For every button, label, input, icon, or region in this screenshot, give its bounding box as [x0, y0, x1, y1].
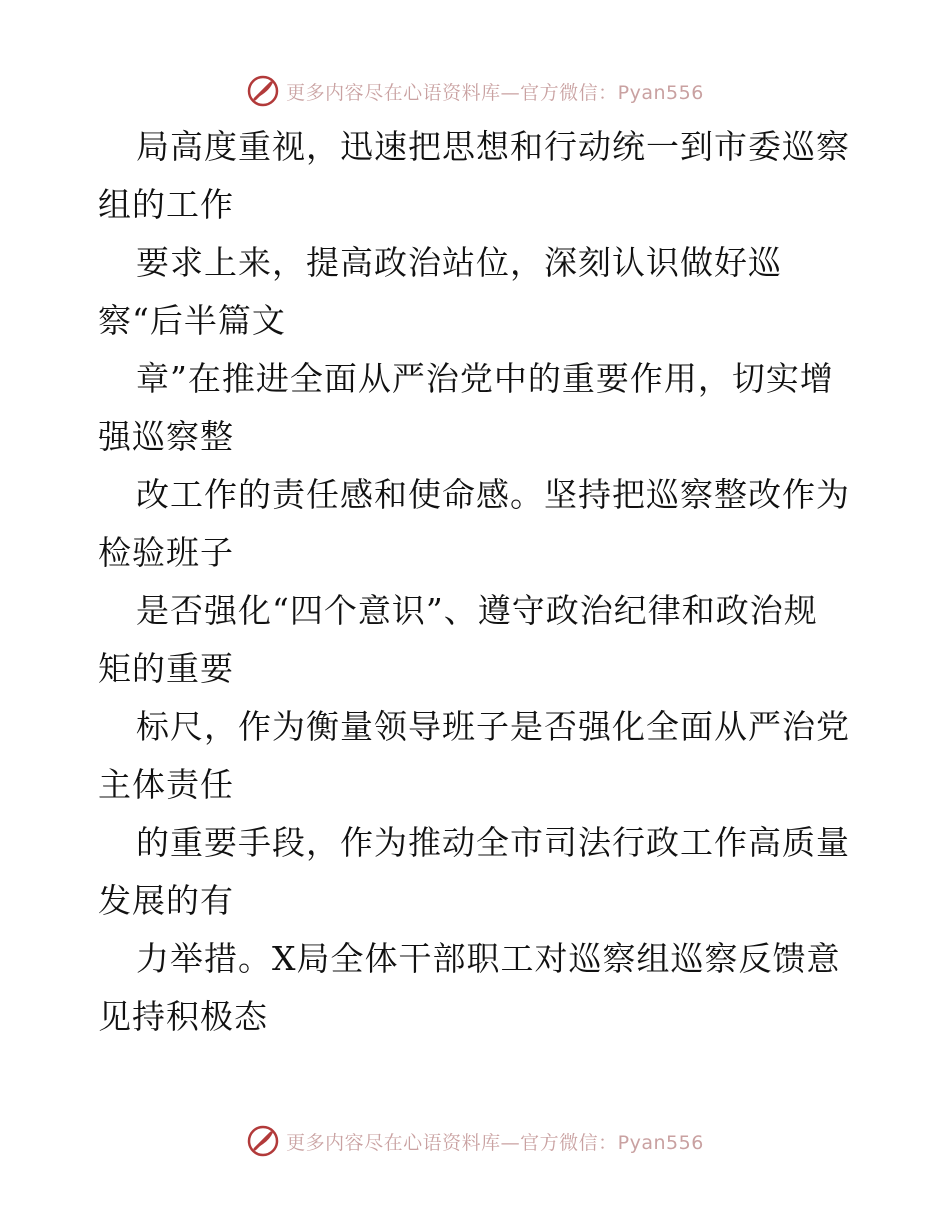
paragraph-line: 察“后半篇文 — [98, 301, 286, 340]
feather-logo-icon — [246, 1124, 280, 1158]
document-body — [98, 118, 858, 1046]
paragraph-line: 发展的有 — [98, 881, 234, 920]
paragraph-line: 标尺，作为衡量领导班子是否强化全面从严治党 — [136, 707, 850, 746]
footer-watermark — [0, 1121, 950, 1161]
paragraph-line: 力举措。X局全体干部职工对巡察组巡察反馈意 — [136, 939, 841, 978]
paragraph-line: 检验班子 — [98, 533, 234, 572]
paragraph-line: 改工作的责任感和使命感。坚持把巡察整改作为 — [136, 475, 850, 514]
watermark-text: 更多内容尽在心语资料库—官方微信：Pyan556 — [286, 1131, 704, 1154]
paragraph-line: 组的工作 — [98, 185, 234, 224]
paragraph-line: 要求上来，提高政治站位，深刻认识做好巡 — [136, 243, 782, 282]
paragraph-line: 见持积极态 — [98, 997, 268, 1036]
paragraph-line: 局高度重视，迅速把思想和行动统一到市委巡察 — [136, 127, 850, 166]
paragraph-line: 矩的重要 — [98, 649, 234, 688]
feather-logo-icon — [246, 74, 280, 108]
paragraph-line: 强巡察整 — [98, 417, 234, 456]
paragraph-line: 主体责任 — [98, 765, 234, 804]
watermark-text: 更多内容尽在心语资料库—官方微信：Pyan556 — [286, 81, 704, 104]
paragraph-line: 的重要手段，作为推动全市司法行政工作高质量 — [136, 823, 850, 862]
paragraph-line: 是否强化“四个意识”、遵守政治纪律和政治规 — [136, 591, 818, 630]
header-watermark — [0, 71, 950, 111]
paragraph-line: 章”在推进全面从严治党中的重要作用，切实增 — [136, 359, 834, 398]
